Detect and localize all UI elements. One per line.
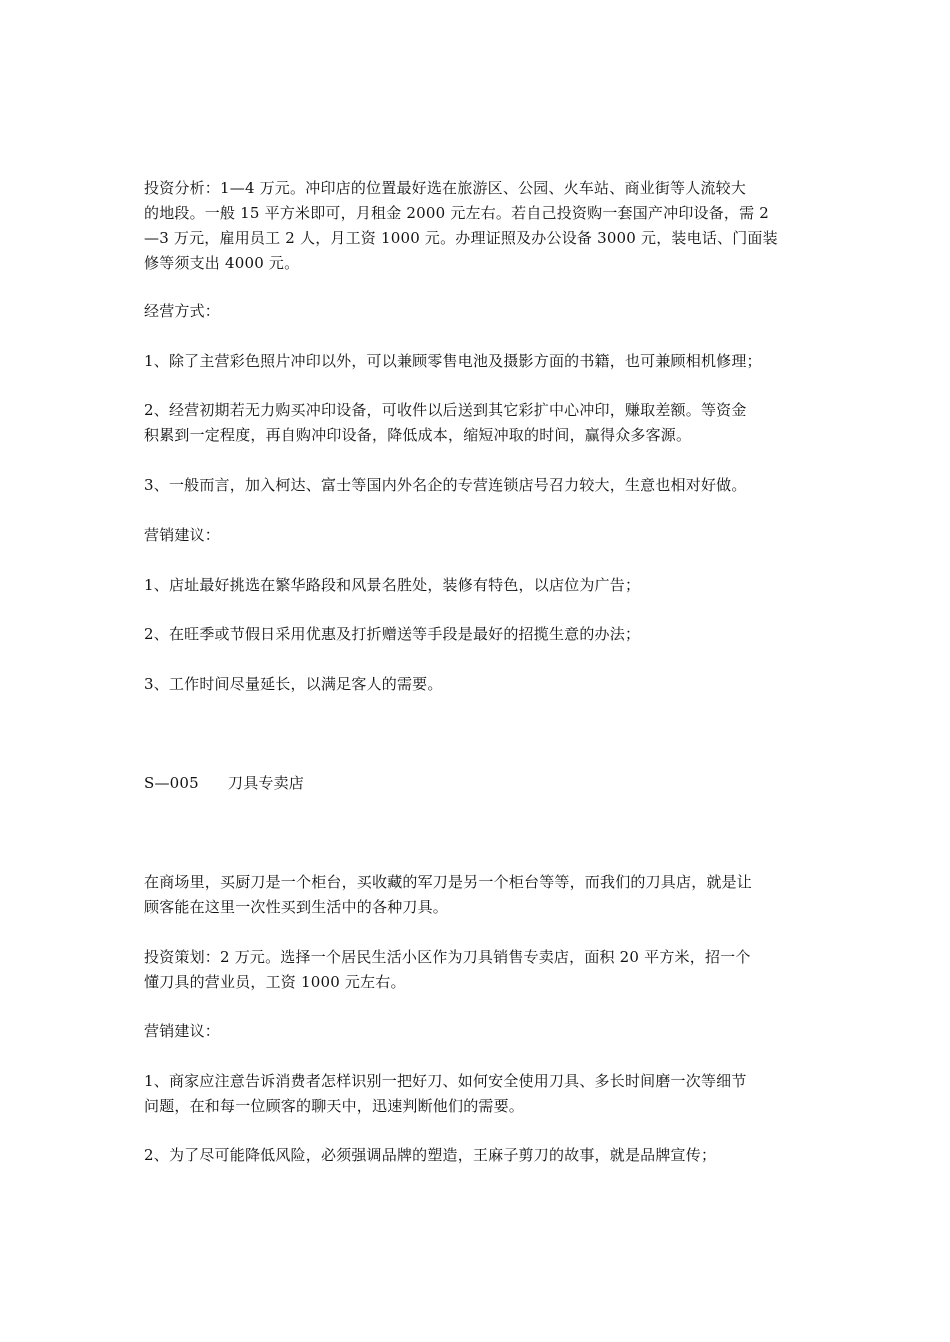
marketing-item-1: 1、店址最好挑选在繁华路段和风景名胜处，装修有特色，以店位为广告； <box>144 576 641 594</box>
paragraph-line: 的地段。一般 15 平方米即可，月租金 2000 元左右。若自己投资购一套国产冲印设备，需 2 <box>144 204 770 222</box>
operation-item-3: 3、一般而言，加入柯达、富士等国内外名企的专营连锁店号召力较大，生意也相对好做。 <box>144 476 747 494</box>
knife-store-intro <box>144 870 806 920</box>
paragraph-line: 在商场里，买厨刀是一个柜台，买收藏的军刀是另一个柜台等等，而我们的刀具店，就是让 <box>144 873 753 891</box>
paragraph-line: 投资分析：1—4 万元。冲印店的位置最好选在旅游区、公园、火车站、商业街等人流较大 <box>144 179 747 197</box>
paragraph-line: 投资策划：2 万元。选择一个居民生活小区作为刀具销售专卖店，面积 20 平方米，招一个 <box>144 948 751 966</box>
paragraph-line: —3 万元，雇用员工 2 人，月工资 1000 元。办理证照及办公设备 3000 元，装电话、门面装 <box>144 229 778 247</box>
marketing-item-3: 3、工作时间尽量延长，以满足客人的需要。 <box>144 675 443 693</box>
paragraph-line: 2、经营初期若无力购买冲印设备，可收件以后送到其它彩扩中心冲印，赚取差额。等资金 <box>144 401 747 419</box>
operation-method-heading: 经营方式： <box>144 302 221 320</box>
marketing-suggestions-heading-2: 营销建议： <box>144 1022 221 1040</box>
section-code: S—005 <box>144 774 199 792</box>
section-heading <box>144 771 806 796</box>
paragraph-line: 顾客能在这里一次性买到生活中的各种刀具。 <box>144 898 449 916</box>
operation-item-1: 1、除了主营彩色照片冲印以外，可以兼顾零售电池及摄影方面的书籍，也可兼顾相机修理； <box>144 352 762 370</box>
paragraph-line: 修等须支出 4000 元。 <box>144 254 300 272</box>
knife-marketing-item-1 <box>144 1069 806 1119</box>
paragraph-line: 积累到一定程度，再自购冲印设备，降低成本，缩短冲取的时间，赢得众多客源。 <box>144 426 692 444</box>
knife-marketing-item-2: 2、为了尽可能降低风险，必须强调品牌的塑造，王麻子剪刀的故事，就是品牌宣传； <box>144 1146 717 1164</box>
marketing-suggestions-heading: 营销建议： <box>144 526 221 544</box>
paragraph-line: 问题，在和每一位顾客的聊天中，迅速判断他们的需要。 <box>144 1097 525 1115</box>
operation-item-2 <box>144 398 806 448</box>
paragraph-line: 懂刀具的营业员，工资 1000 元左右。 <box>144 973 406 991</box>
investment-plan-paragraph <box>144 945 806 995</box>
section-title: 刀具专卖店 <box>228 774 305 792</box>
marketing-item-2: 2、在旺季或节假日采用优惠及打折赠送等手段是最好的招揽生意的办法； <box>144 625 641 643</box>
paragraph-line: 1、商家应注意告诉消费者怎样识别一把好刀、如何安全使用刀具、多长时间磨一次等细节 <box>144 1072 747 1090</box>
investment-analysis-paragraph <box>144 176 806 276</box>
